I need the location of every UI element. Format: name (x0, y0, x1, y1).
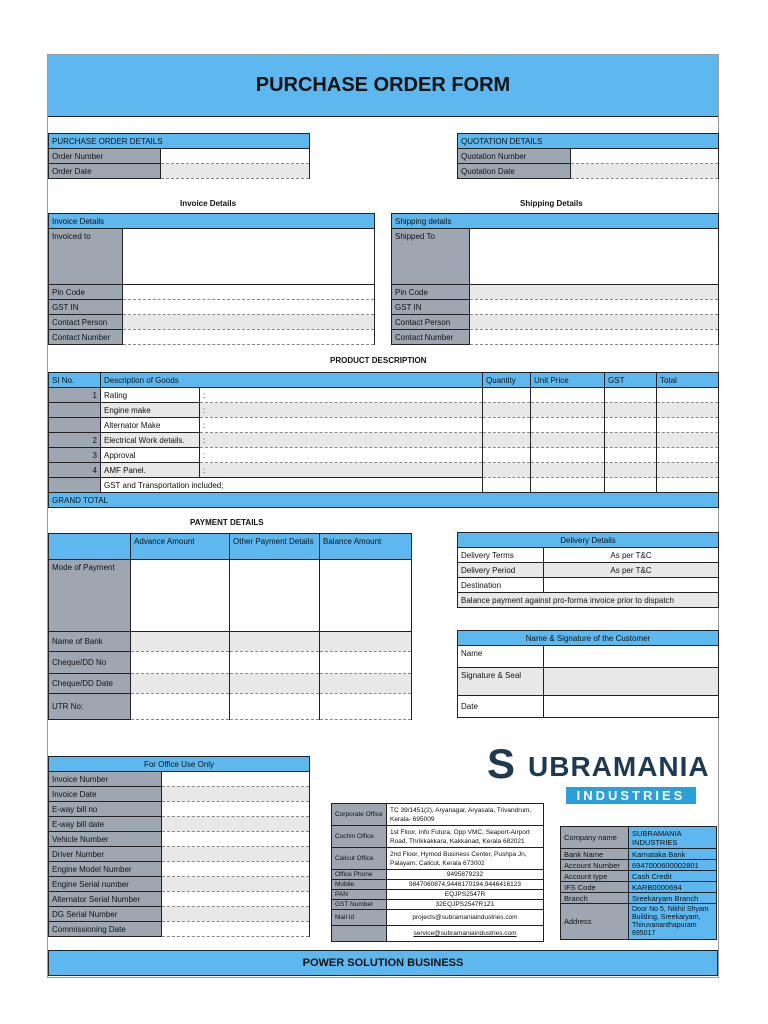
row-quantity[interactable] (483, 463, 531, 478)
invoice-gst-field[interactable] (123, 300, 375, 315)
office-use-label: E-way bill date (49, 817, 162, 832)
col-quantity: Quantity (483, 373, 531, 388)
office-value: TC 39/1451(2), Aryanagar, Aryasala, Trivandrum, Kerala- 695009 (387, 804, 544, 826)
invoice-contact-person-field[interactable] (123, 315, 375, 330)
table-row (49, 403, 719, 418)
cheque-date-balance-field[interactable] (320, 674, 412, 694)
row-number (49, 418, 101, 433)
office-use-label: Engine Model Number (49, 862, 162, 877)
row-unit-price[interactable] (531, 433, 605, 448)
bank-label: Bank Name (561, 849, 629, 860)
delivery-note: Balance payment against pro-forma invoice prior to dispatch (458, 593, 719, 608)
bank-other-field[interactable] (230, 632, 320, 652)
bank-value: Cash Credit (629, 871, 717, 882)
destination-label: Destination (458, 578, 544, 593)
customer-signature-label: Signature & Seal (458, 668, 544, 696)
customer-signature (457, 630, 719, 718)
row-colon[interactable]: : (200, 388, 483, 403)
delivery-terms-value[interactable]: As per T&C (544, 548, 719, 563)
shipped-to-label: Shipped To (392, 229, 470, 285)
company-logo-sub: INDUSTRIES (566, 787, 696, 804)
bank-advance-field[interactable] (131, 632, 230, 652)
row-unit-price[interactable] (531, 418, 605, 433)
row-unit-price[interactable] (531, 388, 605, 403)
office-label (332, 926, 387, 942)
utr-label: UTR No: (49, 694, 131, 720)
row-number (49, 478, 101, 493)
row-total[interactable] (657, 403, 719, 418)
product-section-title: PRODUCT DESCRIPTION (330, 356, 427, 365)
office-use-field[interactable] (162, 922, 310, 937)
row-description: Approval (101, 448, 200, 463)
office-value: 9847060874,9446170194,9446416123 (387, 880, 544, 890)
grand-total-label: GRAND TOTAL (49, 493, 719, 508)
row-gst[interactable] (605, 418, 657, 433)
shipping-contact-person-field[interactable] (470, 315, 719, 330)
row-quantity[interactable] (483, 478, 531, 493)
table-row (49, 388, 719, 403)
row-quantity[interactable] (483, 388, 531, 403)
row-gst[interactable] (605, 478, 657, 493)
office-label: Mail Id (332, 910, 387, 926)
office-value: 9495879232 (387, 870, 544, 880)
row-number (49, 403, 101, 418)
office-use-field[interactable] (162, 772, 310, 787)
payment-section-title: PAYMENT DETAILS (190, 518, 264, 527)
row-unit-price[interactable] (531, 463, 605, 478)
row-unit-price[interactable] (531, 478, 605, 493)
order-date-label: Order Date (49, 164, 161, 179)
customer-name-field[interactable] (544, 646, 719, 668)
office-use-field[interactable] (162, 787, 310, 802)
bank-details (560, 826, 717, 940)
col-unit-price: Unit Price (531, 373, 605, 388)
po-details-header: PURCHASE ORDER DETAILS (49, 134, 310, 149)
invoice-header: Invoice Details (49, 214, 375, 229)
shipping-gst-field[interactable] (470, 300, 719, 315)
invoice-contact-person-label: Contact Person (49, 315, 123, 330)
order-number-label: Order Number (49, 149, 161, 164)
invoiced-to-label: Invoiced to (49, 229, 123, 285)
delivery-period-label: Delivery Period (458, 563, 544, 578)
row-description: Rating (101, 388, 200, 403)
row-total[interactable] (657, 433, 719, 448)
destination-field[interactable] (544, 578, 719, 593)
invoice-details (48, 213, 375, 345)
office-use-label: Invoice Number (49, 772, 162, 787)
row-colon[interactable]: : (200, 418, 483, 433)
customer-name-label: Name (458, 646, 544, 668)
office-use-label: Engine Serial number (49, 877, 162, 892)
mode-other-field[interactable] (230, 560, 320, 632)
office-use-field[interactable] (162, 847, 310, 862)
invoice-contact-number-label: Contact Number (49, 330, 123, 345)
company-logo-initial: S (487, 740, 516, 787)
quotation-number-field[interactable] (571, 149, 719, 164)
cheque-no-advance-field[interactable] (131, 652, 230, 674)
office-use-label: Commissioning Date (49, 922, 162, 937)
bank-value: Karnataka Bank (629, 849, 717, 860)
col-gst: GST (605, 373, 657, 388)
office-use-label: Driver Number (49, 847, 162, 862)
bank-label: Company name (561, 827, 629, 849)
shipping-contact-person-label: Contact Person (392, 315, 470, 330)
payment-corner (49, 534, 131, 560)
shipped-to-field[interactable] (470, 229, 719, 285)
row-number: 4 (49, 463, 101, 478)
bank-label: Account Number (561, 860, 629, 871)
utr-other-field[interactable] (230, 694, 320, 720)
quotation-header: QUOTATION DETAILS (458, 134, 719, 149)
shipping-section-title: Shipping Details (520, 199, 583, 208)
office-use-label: Alternator Serial Number (49, 892, 162, 907)
office-use-table (48, 756, 310, 937)
office-value: 1st Floor, Info Futura, Opp VMC, Seaport-Airport Road, Thrikkakkara, Kakkanad, Kerala 682021 (387, 826, 544, 848)
office-use-label: Invoice Date (49, 787, 162, 802)
office-use-label: Vehicle Number (49, 832, 162, 847)
order-date-field[interactable] (161, 164, 310, 179)
row-description: Electrical Work details. (101, 433, 200, 448)
office-label: Calicut Office (332, 848, 387, 870)
row-number: 3 (49, 448, 101, 463)
cheque-no-label: Cheque/DD No (49, 652, 131, 674)
office-label: PAN (332, 890, 387, 900)
col-si-no: SI No. (49, 373, 101, 388)
office-addresses (331, 803, 544, 942)
shipping-details (391, 213, 719, 345)
delivery-details (457, 532, 719, 608)
invoice-section-title: Invoice Details (180, 199, 237, 208)
office-use-header: For Office Use Only (49, 757, 310, 772)
table-row (49, 448, 719, 463)
bank-value: KARB0000694 (629, 882, 717, 893)
customer-date-field[interactable] (544, 696, 719, 718)
col-other-payment: Other Payment Details (230, 534, 320, 560)
table-row (49, 463, 719, 478)
office-label: GST Number (332, 900, 387, 910)
col-description: Description of Goods (101, 373, 483, 388)
office-use-field[interactable] (162, 862, 310, 877)
row-colon[interactable]: : (200, 433, 483, 448)
office-value: EQJPS2547R (387, 890, 544, 900)
row-colon[interactable]: : (200, 448, 483, 463)
payment-table (48, 533, 412, 720)
row-gst[interactable] (605, 448, 657, 463)
row-quantity[interactable] (483, 403, 531, 418)
row-total[interactable] (657, 463, 719, 478)
office-use-field[interactable] (162, 817, 310, 832)
table-row (49, 433, 719, 448)
delivery-terms-label: Delivery Terms (458, 548, 544, 563)
bank-label: IFS Code (561, 882, 629, 893)
row-total[interactable] (657, 388, 719, 403)
mail-link-projects[interactable]: projects@subramaniaindustries.com (387, 910, 544, 926)
mode-advance-field[interactable] (131, 560, 230, 632)
row-description: GST and Transportation included; (101, 478, 483, 493)
row-quantity[interactable] (483, 418, 531, 433)
invoice-pin-field[interactable] (123, 285, 375, 300)
customer-header: Name & Signature of the Customer (458, 631, 719, 646)
bank-value: SUBRAMANIA INDUSTRIES (629, 827, 717, 849)
quotation-date-field[interactable] (571, 164, 719, 179)
row-number: 1 (49, 388, 101, 403)
quotation-details (457, 133, 719, 179)
delivery-period-value[interactable]: As per T&C (544, 563, 719, 578)
invoiced-to-field[interactable] (123, 229, 375, 285)
table-row (49, 478, 719, 493)
col-total: Total (657, 373, 719, 388)
row-quantity[interactable] (483, 433, 531, 448)
table-row (49, 418, 719, 433)
bank-name-label: Name of Bank (49, 632, 131, 652)
bank-label: Address (561, 904, 629, 940)
mode-of-payment-label: Mode of Payment (49, 560, 131, 632)
bank-value: 6947000600002801 (629, 860, 717, 871)
row-description: Engine make (101, 403, 200, 418)
company-logo-name: UBRAMANIA (528, 751, 710, 782)
office-label: Corporate Office (332, 804, 387, 826)
office-use-label: E-way bill no (49, 802, 162, 817)
row-colon[interactable]: : (200, 463, 483, 478)
footer-banner: POWER SOLUTION BUSINESS (48, 950, 718, 976)
invoice-contact-number-field[interactable] (123, 330, 375, 345)
shipping-pin-label: Pin Code (392, 285, 470, 300)
invoice-gst-label: GST IN (49, 300, 123, 315)
row-unit-price[interactable] (531, 448, 605, 463)
bank-value: Sreekaryam Branch (629, 893, 717, 904)
quotation-number-label: Quotation Number (458, 149, 571, 164)
page-title: PURCHASE ORDER FORM (48, 55, 718, 117)
office-use-label: DG Serial Number (49, 907, 162, 922)
shipping-gst-label: GST IN (392, 300, 470, 315)
shipping-contact-number-field[interactable] (470, 330, 719, 345)
office-value: 2nd Floor, Hymod Business Center, Pushpa Jn, Palayam, Calicut, Kerala 673002 (387, 848, 544, 870)
office-use-field[interactable] (162, 877, 310, 892)
row-gst[interactable] (605, 403, 657, 418)
row-description: AMF Panel. (101, 463, 200, 478)
shipping-header: Shipping details (392, 214, 719, 229)
row-gst[interactable] (605, 388, 657, 403)
row-gst[interactable] (605, 433, 657, 448)
order-number-field[interactable] (161, 149, 310, 164)
office-use-field[interactable] (162, 892, 310, 907)
cheque-date-label: Cheque/DD Date (49, 674, 131, 694)
invoice-pin-label: Pin Code (49, 285, 123, 300)
utr-balance-field[interactable] (320, 694, 412, 720)
cheque-date-other-field[interactable] (230, 674, 320, 694)
row-unit-price[interactable] (531, 403, 605, 418)
delivery-header: Delivery Details (458, 533, 719, 548)
office-value: 32EQJPS2547R1Z1 (387, 900, 544, 910)
row-colon[interactable]: : (200, 403, 483, 418)
utr-advance-field[interactable] (131, 694, 230, 720)
row-gst[interactable] (605, 463, 657, 478)
quotation-date-label: Quotation Date (458, 164, 571, 179)
bank-value: Door No 5, Nikhil Shyam Building, Sreekaryam, Thiruvananthapuram 695017 (629, 904, 717, 940)
office-use-field[interactable] (162, 802, 310, 817)
col-balance-amount: Balance Amount (320, 534, 412, 560)
row-total[interactable] (657, 478, 719, 493)
bank-label: Branch (561, 893, 629, 904)
mode-balance-field[interactable] (320, 560, 412, 632)
row-description: Alternator Make (101, 418, 200, 433)
bank-label: Account type (561, 871, 629, 882)
cheque-no-other-field[interactable] (230, 652, 320, 674)
customer-signature-field[interactable] (544, 668, 719, 696)
cheque-date-advance-field[interactable] (131, 674, 230, 694)
shipping-pin-field[interactable] (470, 285, 719, 300)
product-table (48, 372, 719, 508)
row-number: 2 (49, 433, 101, 448)
shipping-contact-number-label: Contact Number (392, 330, 470, 345)
mail-link-service[interactable]: service@subramaniaindustries.com (387, 926, 544, 942)
office-use-field[interactable] (162, 832, 310, 847)
col-advance-amount: Advance Amount (131, 534, 230, 560)
office-label: Office Phone (332, 870, 387, 880)
row-total[interactable] (657, 418, 719, 433)
cheque-no-balance-field[interactable] (320, 652, 412, 674)
row-total[interactable] (657, 448, 719, 463)
office-label: Mobile (332, 880, 387, 890)
customer-date-label: Date (458, 696, 544, 718)
office-use-field[interactable] (162, 907, 310, 922)
purchase-order-details (48, 133, 310, 179)
row-quantity[interactable] (483, 448, 531, 463)
bank-balance-field[interactable] (320, 632, 412, 652)
office-label: Cochin Office (332, 826, 387, 848)
